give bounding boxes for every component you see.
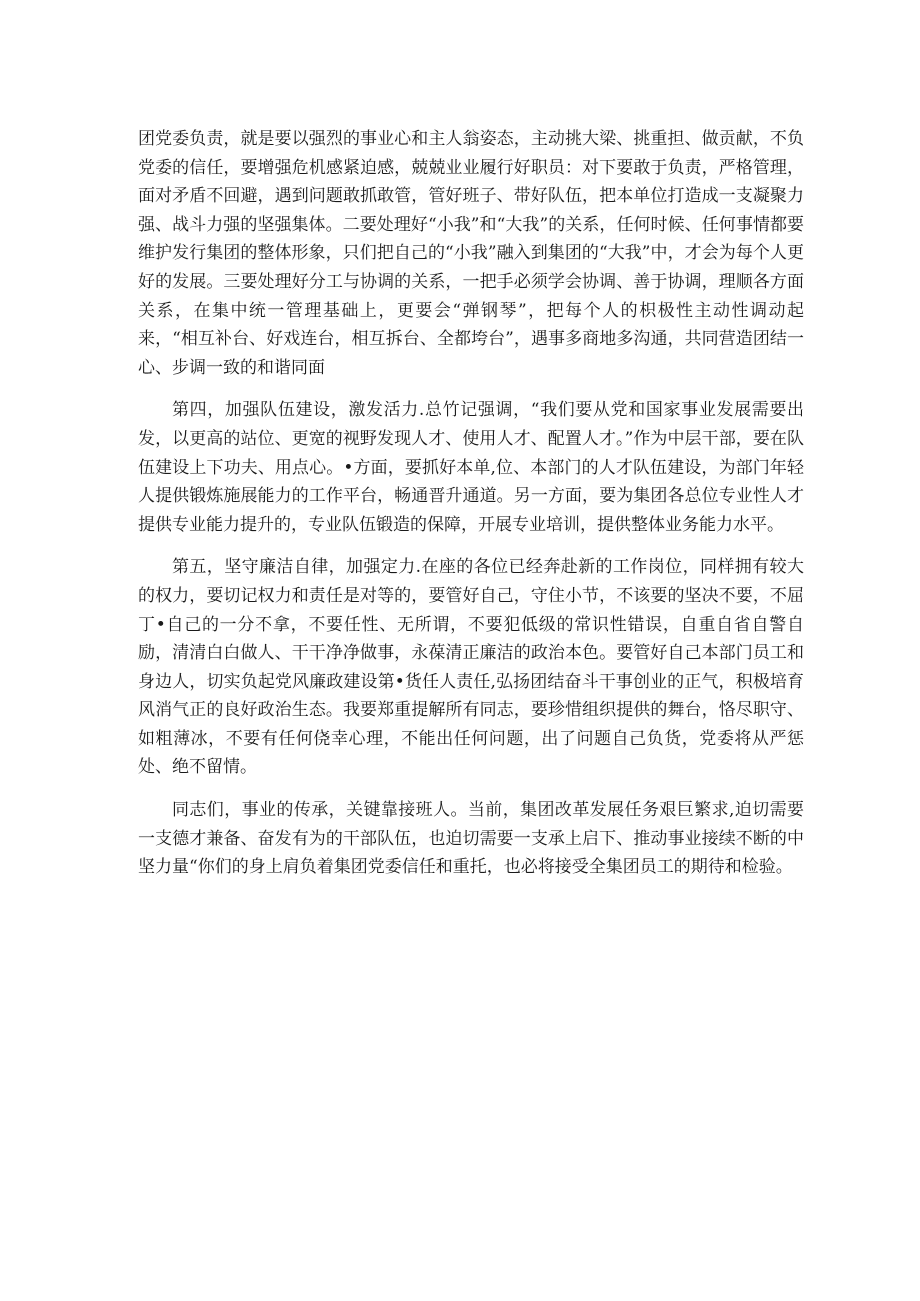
paragraph-conclusion: 同志们，事业的传承，关键靠接班人。当前，集团改革发展任务艰巨繁求,迫切需要一支德才兼备、奋发有为的干部队伍，也迫切需要一支承上启下、推动事业接续不断的中坚力量“你们的身上肩负着集团党委信任和重托，也必将接受全集团员工的期待和检验。: [138, 800, 804, 878]
paragraph-continuation: 团党委负责，就是要以强烈的事业心和主人翁姿态，主动挑大梁、挑重担、做贡献，不负党委的信任，要增强危机感紧迫感，兢兢业业履行好职员：对下要敢于负责，严格管理，面对矛盾不回避，遇到问题敢抓敢管，管好班子、带好队伍，把本单位打造成一支凝聚力强、战斗力强的坚强集体。二要处理好“小我”和“大我”的关系，任何时候、任何事情都要维护发行集团的整体形象，只们把自己的“小我”融入到集团的“大我”中，才会为每个人更好的发展。三要处理好分工与协调的关系，一把手必须学会协调、善于协调，理顺各方面关系，在集中统一管理基础上，更要会“弹钢琴”，把每个人的枳极性主动性调动起来，“相互补台、好戏连台，相互拆台、全都垮台”，遇事多商地多沟通，共同营造团结一心、步调一致的和谐同面: [138, 129, 804, 378]
document-body: [138, 125, 804, 896]
paragraph-integrity: 第五，坚守廉洁自律，加强定力.在座的各位已经奔赴新的工作岗位，同样拥有较大的权力，要切记权力和责任是对等的，要管好自己，守住小节，不该要的坚决不要，不屈丁•自己的一分不拿，不要任性、无所谓，不要犯低级的常识性错误，自重自省自警自励，清清白白做人、干干净净做事，永葆清正廉洁的政治本色。要管好自己本部门员工和身边人，切实负起党风廉政建设第•货任人责任,弘扬团结奋斗干事创业的正气，积极培育风消气正的良好政治生态。我要郑重提解所有同志，要珍惜组织提供的舞台，恪尽职守、如粗薄冰，不要有任何侥幸心理，不能出任何问题，出了问题自己负货，党委将从严惩处、绝不留情。: [138, 557, 804, 778]
paragraph-team-building: 第四，加强队伍建设，激发活力.总竹记强调，“我们要从党和国家事业发展需要出发，以更高的站位、更宽的视野发现人才、使用人才、配置人才。”作为中层干部，要在队伍建设上下功夫、用点心。•方面，要抓好本单,位、本部门的人才队伍建设，为部门年轻人提供锻炼施展能力的工作平台，畅通晋升通道。另一方面，要为集团各总位专业性人才提供专业能力提升的，专业队伍锻造的保障，开展专业培训，提供整体业务能力水平。: [138, 400, 804, 535]
